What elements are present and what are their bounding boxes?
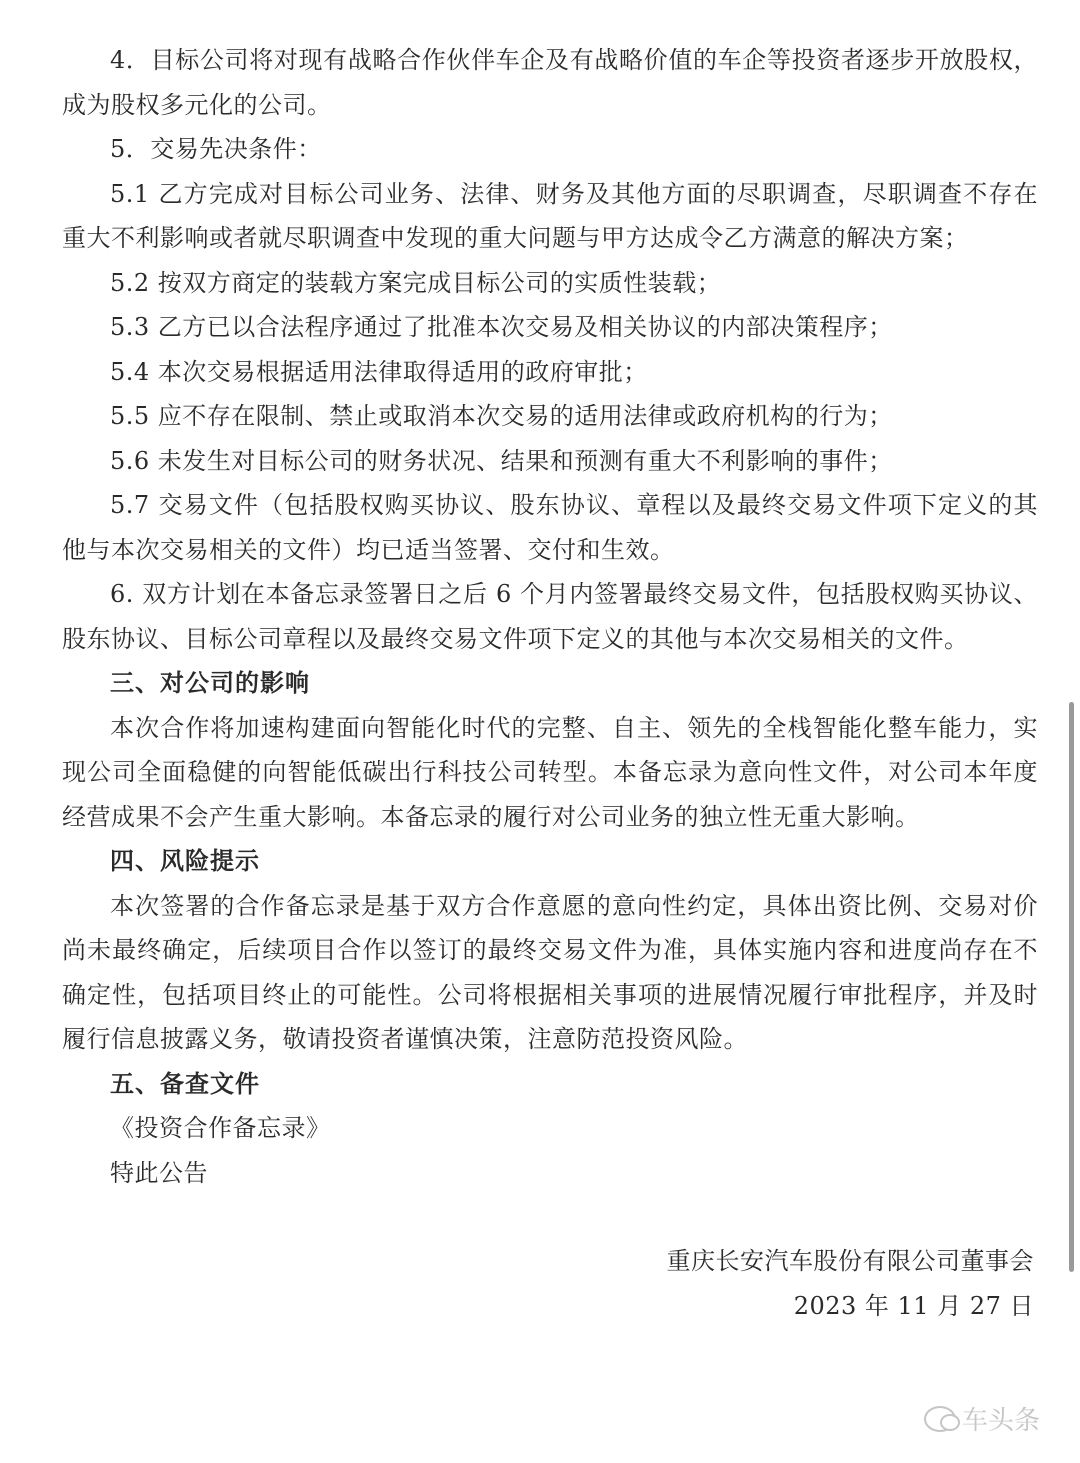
- scrollbar[interactable]: [1069, 702, 1074, 1272]
- section-3-heading: 三、对公司的影响: [110, 669, 310, 697]
- clause-5-title: 5．交易先决条件：: [110, 135, 322, 163]
- clause-5-7: 5.7 交易文件（包括股权购买协议、股东协议、章程以及最终交易文件项下定义的其他与本次交易相关的文件）均已适当签署、交付和生效。: [62, 491, 1038, 564]
- closing-note: 特此公告: [110, 1158, 208, 1187]
- signature-spacer: [62, 1195, 1038, 1239]
- section-3-body: 本次合作将加速构建面向智能化时代的完整、自主、领先的全栈智能化整车能力，实现公司全面稳健的向智能低碳出行科技公司转型。本备忘录为意向性文件，对公司本年度经营成果不会产生重大影响。本备忘录的履行对公司业务的独立性无重大影响。: [62, 713, 1038, 831]
- wechat-icon: [924, 1406, 956, 1432]
- watermark-text: 车头条: [961, 1406, 1040, 1436]
- clause-5-3: 5.3 乙方已以合法程序通过了批准本次交易及相关协议的内部决策程序；: [110, 313, 893, 341]
- section-5-heading: 五、备查文件: [110, 1069, 260, 1098]
- document-body: [62, 38, 1038, 1328]
- watermark: [924, 1400, 1040, 1437]
- clause-5-2: 5.2 按双方商定的装载方案完成目标公司的实质性装载；: [110, 268, 722, 297]
- reference-document: 《投资合作备忘录》: [110, 1114, 331, 1142]
- clause-5-4: 5.4 本次交易根据适用法律取得适用的政府审批；: [110, 357, 648, 386]
- section-4-heading: 四、风险提示: [110, 847, 260, 875]
- clause-5-1: 5.1 乙方完成对目标公司业务、法律、财务及其他方面的尽职调查，尽职调查不存在重大不利影响或者就尽职调查中发现的重大问题与甲方达成令乙方满意的解决方案；: [62, 179, 1038, 252]
- signature-company: 重庆长安汽车股份有限公司董事会: [666, 1247, 1034, 1275]
- clause-5-6: 5.6 未发生对目标公司的财务状况、结果和预测有重大不利影响的事件；: [110, 446, 893, 475]
- clause-4: 4．目标公司将对现有战略合作伙伴车企及有战略价值的车企等投资者逐步开放股权，成为股权多元化的公司。: [62, 46, 1038, 119]
- clause-6: 6. 双方计划在本备忘录签署日之后 6 个月内签署最终交易文件，包括股权购买协议、股东协议、目标公司章程以及最终交易文件项下定义的其他与本次交易相关的文件。: [62, 580, 1038, 653]
- signature-date: 2023 年 11 月 27 日: [793, 1291, 1034, 1320]
- section-4-body: 本次签署的合作备忘录是基于双方合作意愿的意向性约定，具体出资比例、交易对价尚未最终确定，后续项目合作以签订的最终交易文件为准，具体实施内容和进度尚存在不确定性，包括项目终止的可能性。公司将根据相关事项的进展情况履行审批程序，并及时履行信息披露义务，敬请投资者谨慎决策，注意防范投资风险。: [62, 891, 1038, 1053]
- clause-5-5: 5.5 应不存在限制、禁止或取消本次交易的适用法律或政府机构的行为；: [110, 402, 893, 430]
